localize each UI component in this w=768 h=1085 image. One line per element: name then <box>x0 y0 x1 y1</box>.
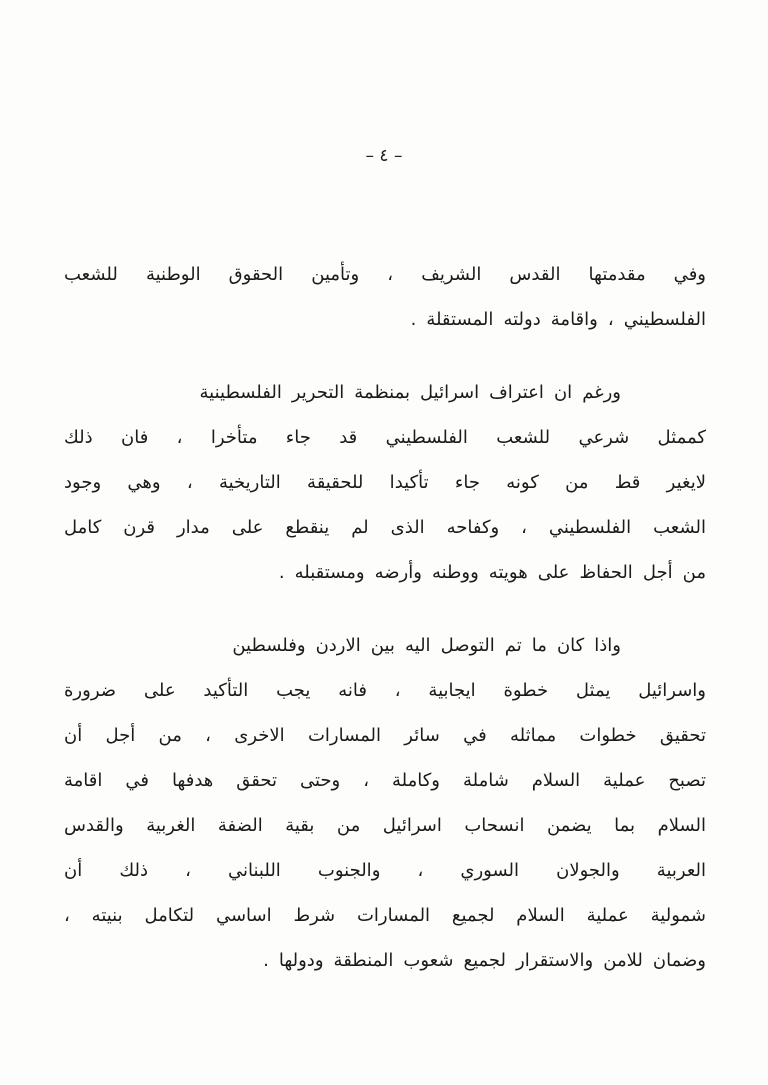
text-line: الفلسطيني ، واقامة دولته المستقلة . <box>410 309 706 330</box>
text-line: لايغير قط من كونه جاء تأكيدا للحقيقة التاريخية ، وهي وجود <box>64 472 706 493</box>
text-line: تصبح عملية السلام شاملة وكاملة ، وحتى تحقق هدفها في اقامة <box>64 770 706 791</box>
text-line: الشعب الفلسطيني ، وكفاحه الذى لم ينقطع على مدار قرن كامل <box>64 517 706 538</box>
text-line: وضمان للامن والاستقرار لجميع شعوب المنطقة ودولها . <box>263 950 706 971</box>
paragraph <box>64 252 706 342</box>
body-text <box>64 252 706 1011</box>
text-line: ورغم ان اعتراف اسرائيل بمنظمة التحرير الفلسطينية <box>199 382 621 403</box>
page-number: – ٤ – <box>365 146 403 166</box>
text-line: واسرائيل يمثل خطوة ايجابية ، فانه يجب التأكيد على ضرورة <box>64 680 706 701</box>
paragraph <box>64 370 706 595</box>
text-line: تحقيق خطوات مماثله في سائر المسارات الاخرى ، من أجل أن <box>64 725 706 746</box>
text-line: العربية والجولان السوري ، والجنوب اللبناني ، ذلك أن <box>64 860 706 881</box>
paragraph <box>64 623 706 983</box>
text-line: واذا كان ما تم التوصل اليه بين الاردن وفلسطين <box>232 635 621 656</box>
text-line: من أجل الحفاظ على هويته ووطنه وأرضه ومستقبله . <box>278 562 706 583</box>
text-line: وفي مقدمتها القدس الشريف ، وتأمين الحقوق الوطنية للشعب <box>64 264 706 285</box>
text-line: السلام بما يضمن انسحاب اسرائيل من بقية الضفة الغربية والقدس <box>64 815 706 836</box>
text-line: شمولية عملية السلام لجميع المسارات شرط اساسي لتكامل بنيته ، <box>64 905 706 926</box>
text-line: كممثل شرعي للشعب الفلسطيني قد جاء متأخرا ، فان ذلك <box>64 427 706 448</box>
